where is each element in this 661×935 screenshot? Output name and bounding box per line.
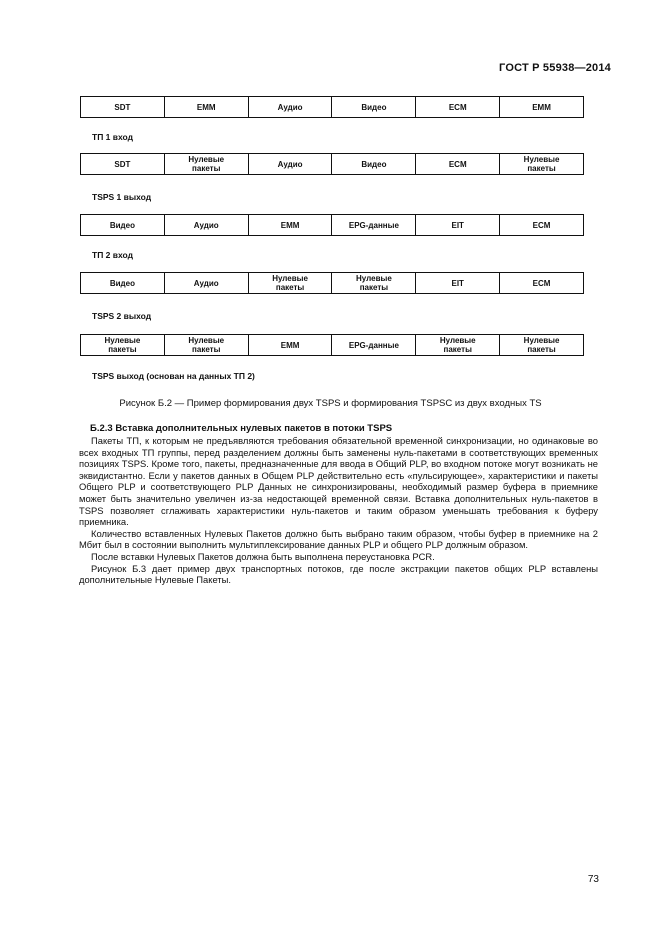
packet-cell: Видео xyxy=(81,273,165,293)
row-label-3: ТП 2 вход xyxy=(92,250,133,260)
packet-row-2 xyxy=(80,153,584,175)
paragraph: После вставки Нулевых Пакетов должна быть выполнена переустановка PCR. xyxy=(91,550,435,562)
section-title: Б.2.3 Вставка дополнительных нулевых пакетов в потоки TSPS xyxy=(90,423,393,434)
document-header: ГОСТ Р 55938—2014 xyxy=(499,62,611,74)
packet-cell: Аудио xyxy=(165,273,249,293)
packet-cell: Нулевые пакеты xyxy=(249,273,333,293)
packet-cell: EMM xyxy=(249,215,333,235)
packet-cell: EPG-данные xyxy=(332,335,416,355)
packet-cell: Нулевые пакеты xyxy=(416,335,500,355)
packet-cell: EMM xyxy=(249,335,333,355)
packet-row-3 xyxy=(80,214,584,236)
packet-cell: Аудио xyxy=(249,154,333,174)
packet-cell: Видео xyxy=(332,154,416,174)
packet-cell: ECM xyxy=(532,220,551,230)
packet-cell: SDT xyxy=(81,154,165,174)
row-label-1: ТП 1 вход xyxy=(92,132,133,142)
packet-cell: Нулевые пакеты xyxy=(332,273,416,293)
packet-cell: EIT xyxy=(416,215,500,235)
row-label-5: TSPS выход (основан на данных ТП 2) xyxy=(92,371,255,381)
packet-cell: Нулевые пакеты xyxy=(81,335,165,355)
packet-cell: Нулевые пакеты xyxy=(523,155,560,173)
packet-cell: Аудио xyxy=(165,215,249,235)
body-text xyxy=(79,435,598,586)
packet-cell: Нулевые пакеты xyxy=(523,336,560,354)
packet-cell: Нулевые пакеты xyxy=(165,154,249,174)
packet-cell: EMM xyxy=(165,97,249,117)
page-number: 73 xyxy=(587,874,599,885)
packet-cell: ECM xyxy=(416,97,500,117)
packet-cell: Видео xyxy=(81,215,165,235)
packet-cell: Аудио xyxy=(249,97,333,117)
paragraph: Количество вставленных Нулевых Пакетов должно быть выбрано таким образом, чтобы буфер в приемнике на 2 Мбит был в состоянии выполнить мультиплексирование данных PLP и общего PLP должным образом. xyxy=(79,527,598,551)
packet-cell: EIT xyxy=(416,273,500,293)
packet-row-5 xyxy=(80,334,584,356)
row-label-2: TSPS 1 выход xyxy=(92,192,152,202)
packet-cell: ECM xyxy=(532,278,551,288)
paragraph: Пакеты ТП, к которым не предъявляются требования обязательной временной синхронизации, но одинаковые во всех входных ТП группы, перед разделением должны быть заменены нуль-пакетами в соответствующих временных позициях TSPS. Кроме того, пакеты, предназначенные для ввода в Общий PLP, во входном потоке могут возникать не эквидистантно. Если у пакетов данных в Общем PLP действительно есть «пульсирующее», характеристики и пакеты Общего PLP и соответствующего PLP Данных не синхронизированы, необходимый размер буфера в приемнике может быть значительно увеличен из-за недостающей временной связи. Вставка дополнительных нуль-пакетов в TSPS позволяет сглаживать характеристики нуль-пакетов и таким образом уменьшать требования к буферу приемника. xyxy=(79,435,598,528)
packet-cell: SDT xyxy=(81,97,165,117)
packet-cell: Нулевые пакеты xyxy=(165,335,249,355)
packet-cell: Видео xyxy=(332,97,416,117)
figure-caption: Рисунок Б.2 — Пример формирования двух TSPS и формирования TSPSC из двух входных TS xyxy=(119,398,542,409)
packet-cell: EPG-данные xyxy=(332,215,416,235)
packet-row-4 xyxy=(80,272,584,294)
packet-cell: ECM xyxy=(416,154,500,174)
paragraph: Рисунок Б.3 дает пример двух транспортных потоков, где после экстракции пакетов общих PLP вставлены дополнительные Нулевые Пакеты. xyxy=(79,562,598,586)
row-label-4: TSPS 2 выход xyxy=(92,311,152,321)
packet-cell: EMM xyxy=(532,102,551,112)
packet-row-1 xyxy=(80,96,584,118)
